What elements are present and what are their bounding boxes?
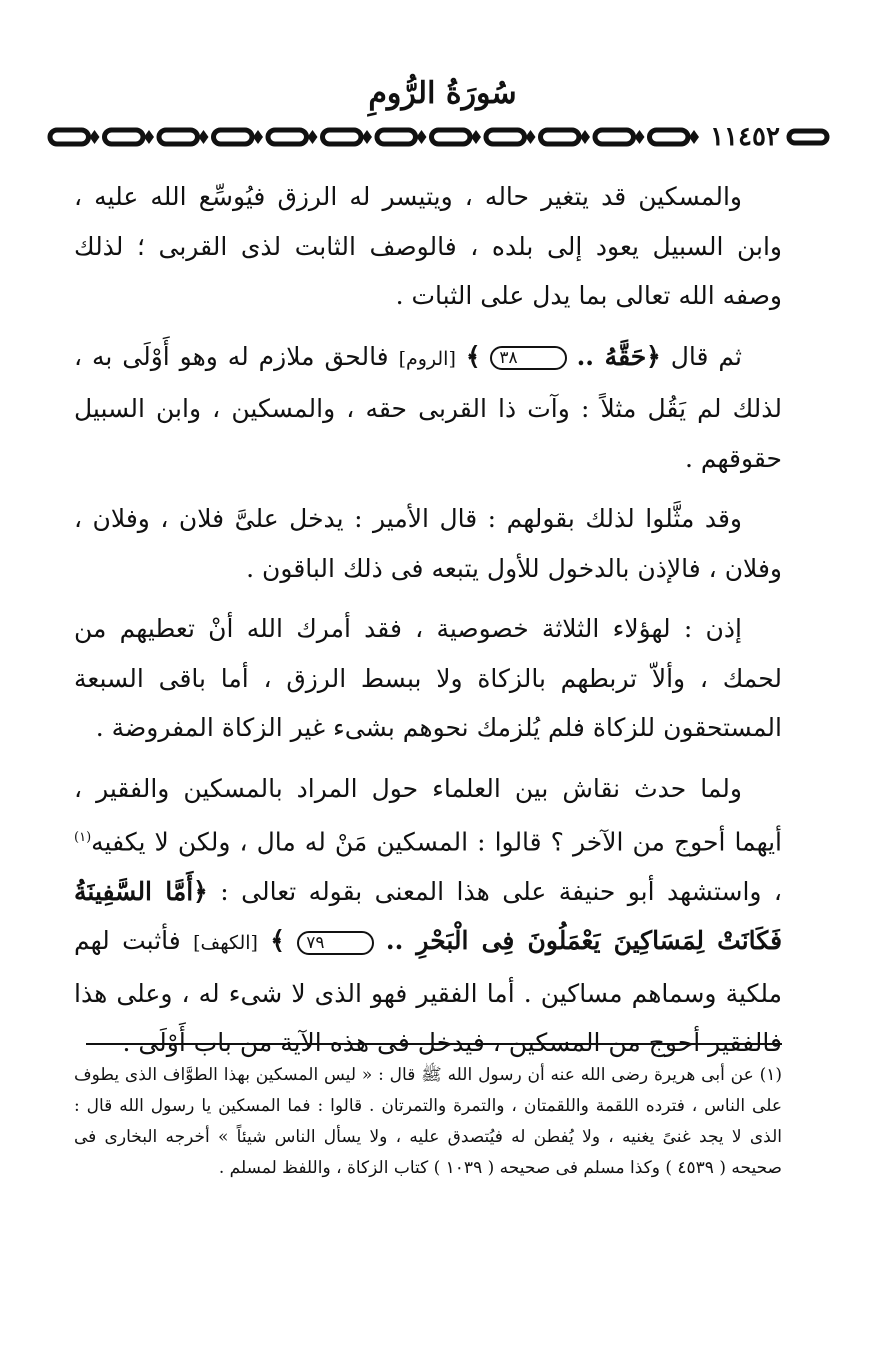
ayah-number-marker: ٣٨ [490, 346, 566, 370]
paragraph-5-text-3: فأثبت لهم ملكية وسماهم مساكين . أما الفقير فهو الذى لا شىء له ، وعلى هذا فالفقير أحوج من المسكين ، فيدخل فى هذه الآية من باب أَوْلَى . [74, 926, 782, 1058]
quran-quote-2: ﴿أَمَّا السَّفِينَةُ فَكَانَتْ لِمَسَاكِينَ يَعْمَلُونَ فِى الْبَحْرِ .. [74, 876, 783, 956]
surah-reference: [الروم] [398, 347, 456, 370]
paragraph-5-text-2: ، واستشهد أبو حنيفة على هذا المعنى بقوله تعالى : [220, 876, 782, 906]
quran-quote-close: ﴾ [465, 341, 481, 371]
surah-title: سُورَةُ الرُّومِ [368, 76, 517, 111]
paragraph-2-continuation: لذلك لم يَقُل مثلاً : وآت ذا القربى حقه ، والمسكين ، وابن السبيل حقوقهم . [74, 394, 782, 473]
ornament-end-icon [786, 128, 830, 146]
paragraph-1: والمسكين قد يتغير حاله ، ويتيسر له الرزق فيُوسِّع الله عليه ، وابن السبيل يعود إلى بلده ، فالوصف الثابت لذى القربى ؛ لذلك وصفه الله تعالى بما يدل على الثبات . [74, 182, 782, 310]
paragraph-2-intro: ثم قال [670, 341, 742, 371]
surah-reference-2: [الكهف] [193, 932, 258, 955]
ornamental-divider [46, 122, 700, 152]
paragraph-3: وقد مثَّلوا لذلك بقولهم : قال الأمير : يدخل علىَّ فلان ، وفلان ، وفلان ، فالإذن بالدخول للأول يتبعه فى ذلك الباقون . [74, 504, 782, 583]
footnote-divider [86, 1043, 782, 1045]
paragraph-5-text: ولما حدث نقاش بين العلماء حول المراد بالمسكين والفقير ، أيهما أحوج من الآخر ؟ قالوا : المسكين مَنْ له مال ، ولكن لا يكفيه [74, 773, 782, 857]
paragraph-2 [74, 332, 782, 484]
main-text [74, 172, 782, 1079]
ayah-number-marker-2: ٧٩ [297, 931, 373, 955]
paragraph-2-text: فالحق ملازم له وهو أَوْلَى به ، [74, 341, 389, 371]
paragraph-5 [74, 764, 782, 1068]
footnote: (١) عن أبى هريرة رضى الله عنه أن رسول الله ﷺ قال : « ليس المسكين بهذا الطوَّاف الذى يطوف على الناس ، فترده اللقمة واللقمتان ، والتمرة والتمرتان . قالوا : فما المسكين يا رسول الله قال : الذى لا يجد غنىً يغنيه ، ولا يُفطن له فيُتصدق عليه ، ولا يسأل الناس شيئاً » أخرجه البخارى فى صحيحه ( ٤٥٣٩ ) وكذا مسلم فى صحيحه ( ١٠٣٩ ) كتاب الزكاة ، واللفظ لمسلم . [74, 1065, 782, 1178]
footnote-reference: (١) [74, 830, 92, 845]
paragraph-4: إذن : لهؤلاء الثلاثة خصوصية ، فقد أمرك الله أنْ تعطيهم من لحمك ، وألاّ تربطهم بالزكاة ولا ببسط الرزق ، أما باقى السبعة المستحقون للزكاة فلم يُلزمك نحوهم بشىء غير الزكاة المفروضة . [74, 614, 782, 742]
page-number: ١١٤٥٢ [710, 122, 780, 152]
quran-quote: ﴿حَقَّهُ .. [576, 341, 661, 371]
quran-quote-2-close: ﴾ [270, 926, 285, 956]
